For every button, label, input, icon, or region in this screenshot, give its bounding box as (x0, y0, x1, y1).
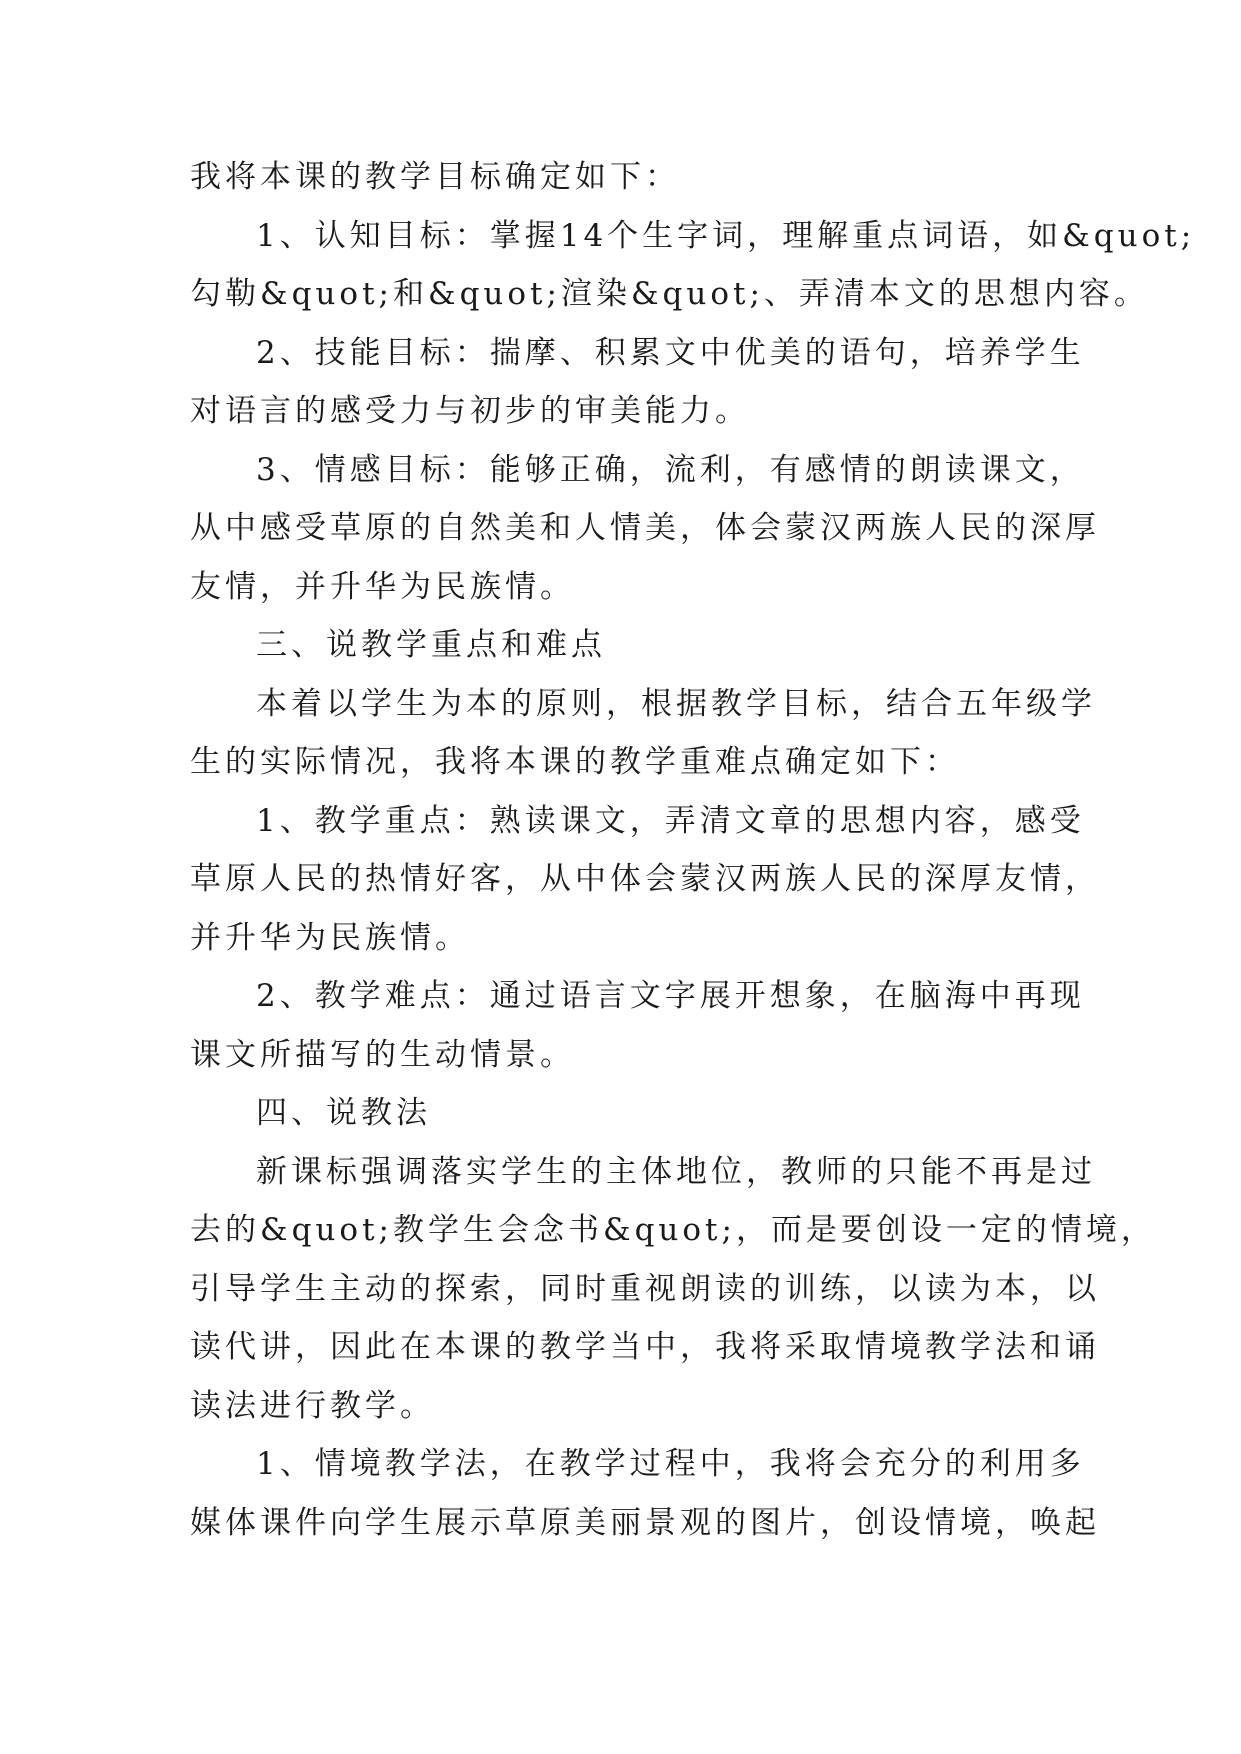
text-line: 1、认知目标：掌握14个生字词，理解重点词语，如&quot; (256, 217, 1196, 254)
text-line: 课文所描写的生动情景。 (190, 1036, 575, 1073)
text-line: 2、技能目标：揣摩、积累文中优美的语句，培养学生 (256, 334, 1085, 371)
text-line: 对语言的感受力与初步的审美能力。 (190, 393, 750, 429)
text-line: 去的&quot;教学生会念书&quot;，而是要创设一定的情境， (190, 1212, 1156, 1248)
text-line: 1、教学重点：熟读课文，弄清文章的思想内容，感受 (256, 802, 1085, 839)
text-line: 读代讲，因此在本课的教学当中，我将采取情境教学法和诵 (190, 1329, 1100, 1365)
text-line: 1、情境教学法，在教学过程中，我将会充分的利用多 (256, 1446, 1085, 1482)
section-heading: 四、说教法 (256, 1095, 431, 1131)
text-line: 3、情感目标：能够正确，流利，有感情的朗读课文， (256, 451, 1085, 488)
text-line: 草原人民的热情好客，从中体会蒙汉两族人民的深厚友情， (190, 861, 1100, 897)
text-line: 生的实际情况，我将本课的教学重难点确定如下： (190, 744, 960, 780)
text-line: 我将本课的教学目标确定如下： (190, 159, 680, 195)
document-body (190, 159, 1196, 1566)
text-line: 媒体课件向学生展示草原美丽景观的图片，创设情境，唤起 (190, 1504, 1100, 1541)
text-line: 并升华为民族情。 (190, 919, 470, 956)
section-heading: 三、说教学重点和难点 (256, 627, 606, 663)
text-line: 引导学生主动的探索，同时重视朗读的训练，以读为本，以 (190, 1270, 1100, 1307)
text-line: 本着以学生为本的原则，根据教学目标，结合五年级学 (256, 685, 1096, 722)
text-line: 友情，并升华为民族情。 (190, 568, 575, 605)
text-line: 读法进行教学。 (190, 1387, 435, 1424)
text-line: 2、教学难点：通过语言文字展开想象，在脑海中再现 (256, 978, 1085, 1014)
text-line: 从中感受草原的自然美和人情美，体会蒙汉两族人民的深厚 (190, 510, 1100, 546)
text-line: 勾勒&quot;和&quot;渲染&quot;、弄清本文的思想内容。 (190, 276, 1149, 312)
text-line: 新课标强调落实学生的主体地位，教师的只能不再是过 (256, 1153, 1096, 1190)
